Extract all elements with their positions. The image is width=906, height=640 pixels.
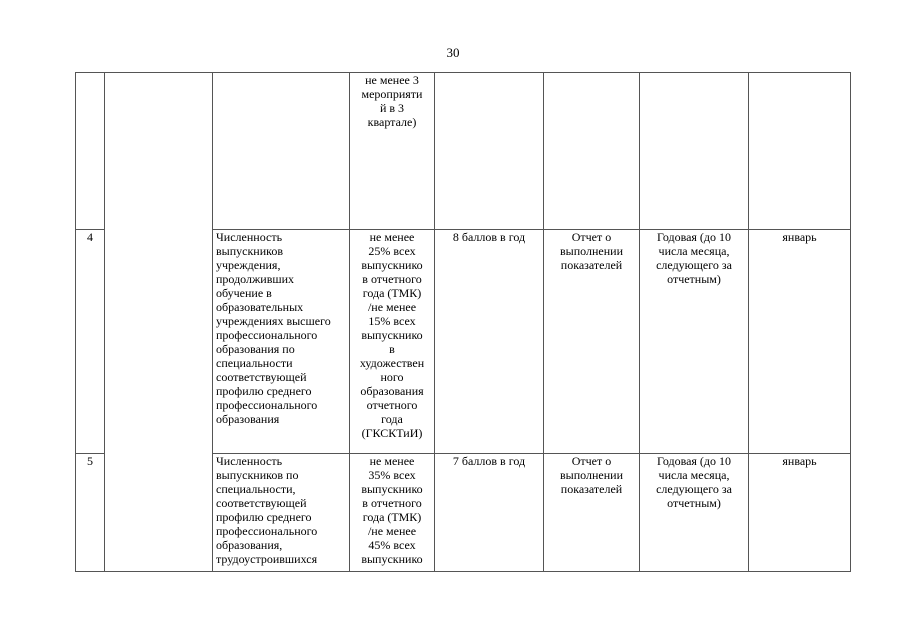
criterion-cell: Численность выпускников по специальности, соответствующей профилю среднего профессионального образования, трудоустроившихся	[213, 454, 350, 572]
group-cell	[105, 73, 213, 572]
report-form-cell: Отчет о выполнении показателей	[544, 230, 640, 454]
deadline-cell: январь	[749, 454, 851, 572]
row-number-cell: 4	[76, 230, 105, 454]
points-cell	[435, 73, 544, 230]
periodicity-cell: Годовая (до 10 числа месяца, следующего за отчетным)	[640, 230, 749, 454]
periodicity-cell	[640, 73, 749, 230]
deadline-cell: январь	[749, 230, 851, 454]
row-number-cell: 5	[76, 454, 105, 572]
criterion-cell: Численность выпускников учреждения, продолживших обучение в образовательных учреждениях высшего профессионального образования по специальности соответствующей профилю среднего профессионального образования	[213, 230, 350, 454]
page-number: 30	[446, 45, 460, 60]
points-cell: 7 баллов в год	[435, 454, 544, 572]
periodicity-cell: Годовая (до 10 числа месяца, следующего за отчетным)	[640, 454, 749, 572]
criterion-cell	[213, 73, 350, 230]
report-form-cell	[544, 73, 640, 230]
points-cell: 8 баллов в год	[435, 230, 544, 454]
norm-cell: не менее 35% всех выпускнико в отчетного года (ТМК) /не менее 45% всех выпускнико	[350, 454, 435, 572]
row-number-cell	[76, 73, 105, 230]
report-form-cell: Отчет о выполнении показателей	[544, 454, 640, 572]
criteria-table	[75, 72, 851, 572]
table-row	[76, 73, 851, 230]
deadline-cell	[749, 73, 851, 230]
norm-cell: не менее 3 мероприяти й в 3 квартале)	[350, 73, 435, 230]
norm-cell: не менее 25% всех выпускнико в отчетного года (ТМК) /не менее 15% всех выпускнико в художествен ного образования отчетного года (ГКСКТиИ)	[350, 230, 435, 454]
